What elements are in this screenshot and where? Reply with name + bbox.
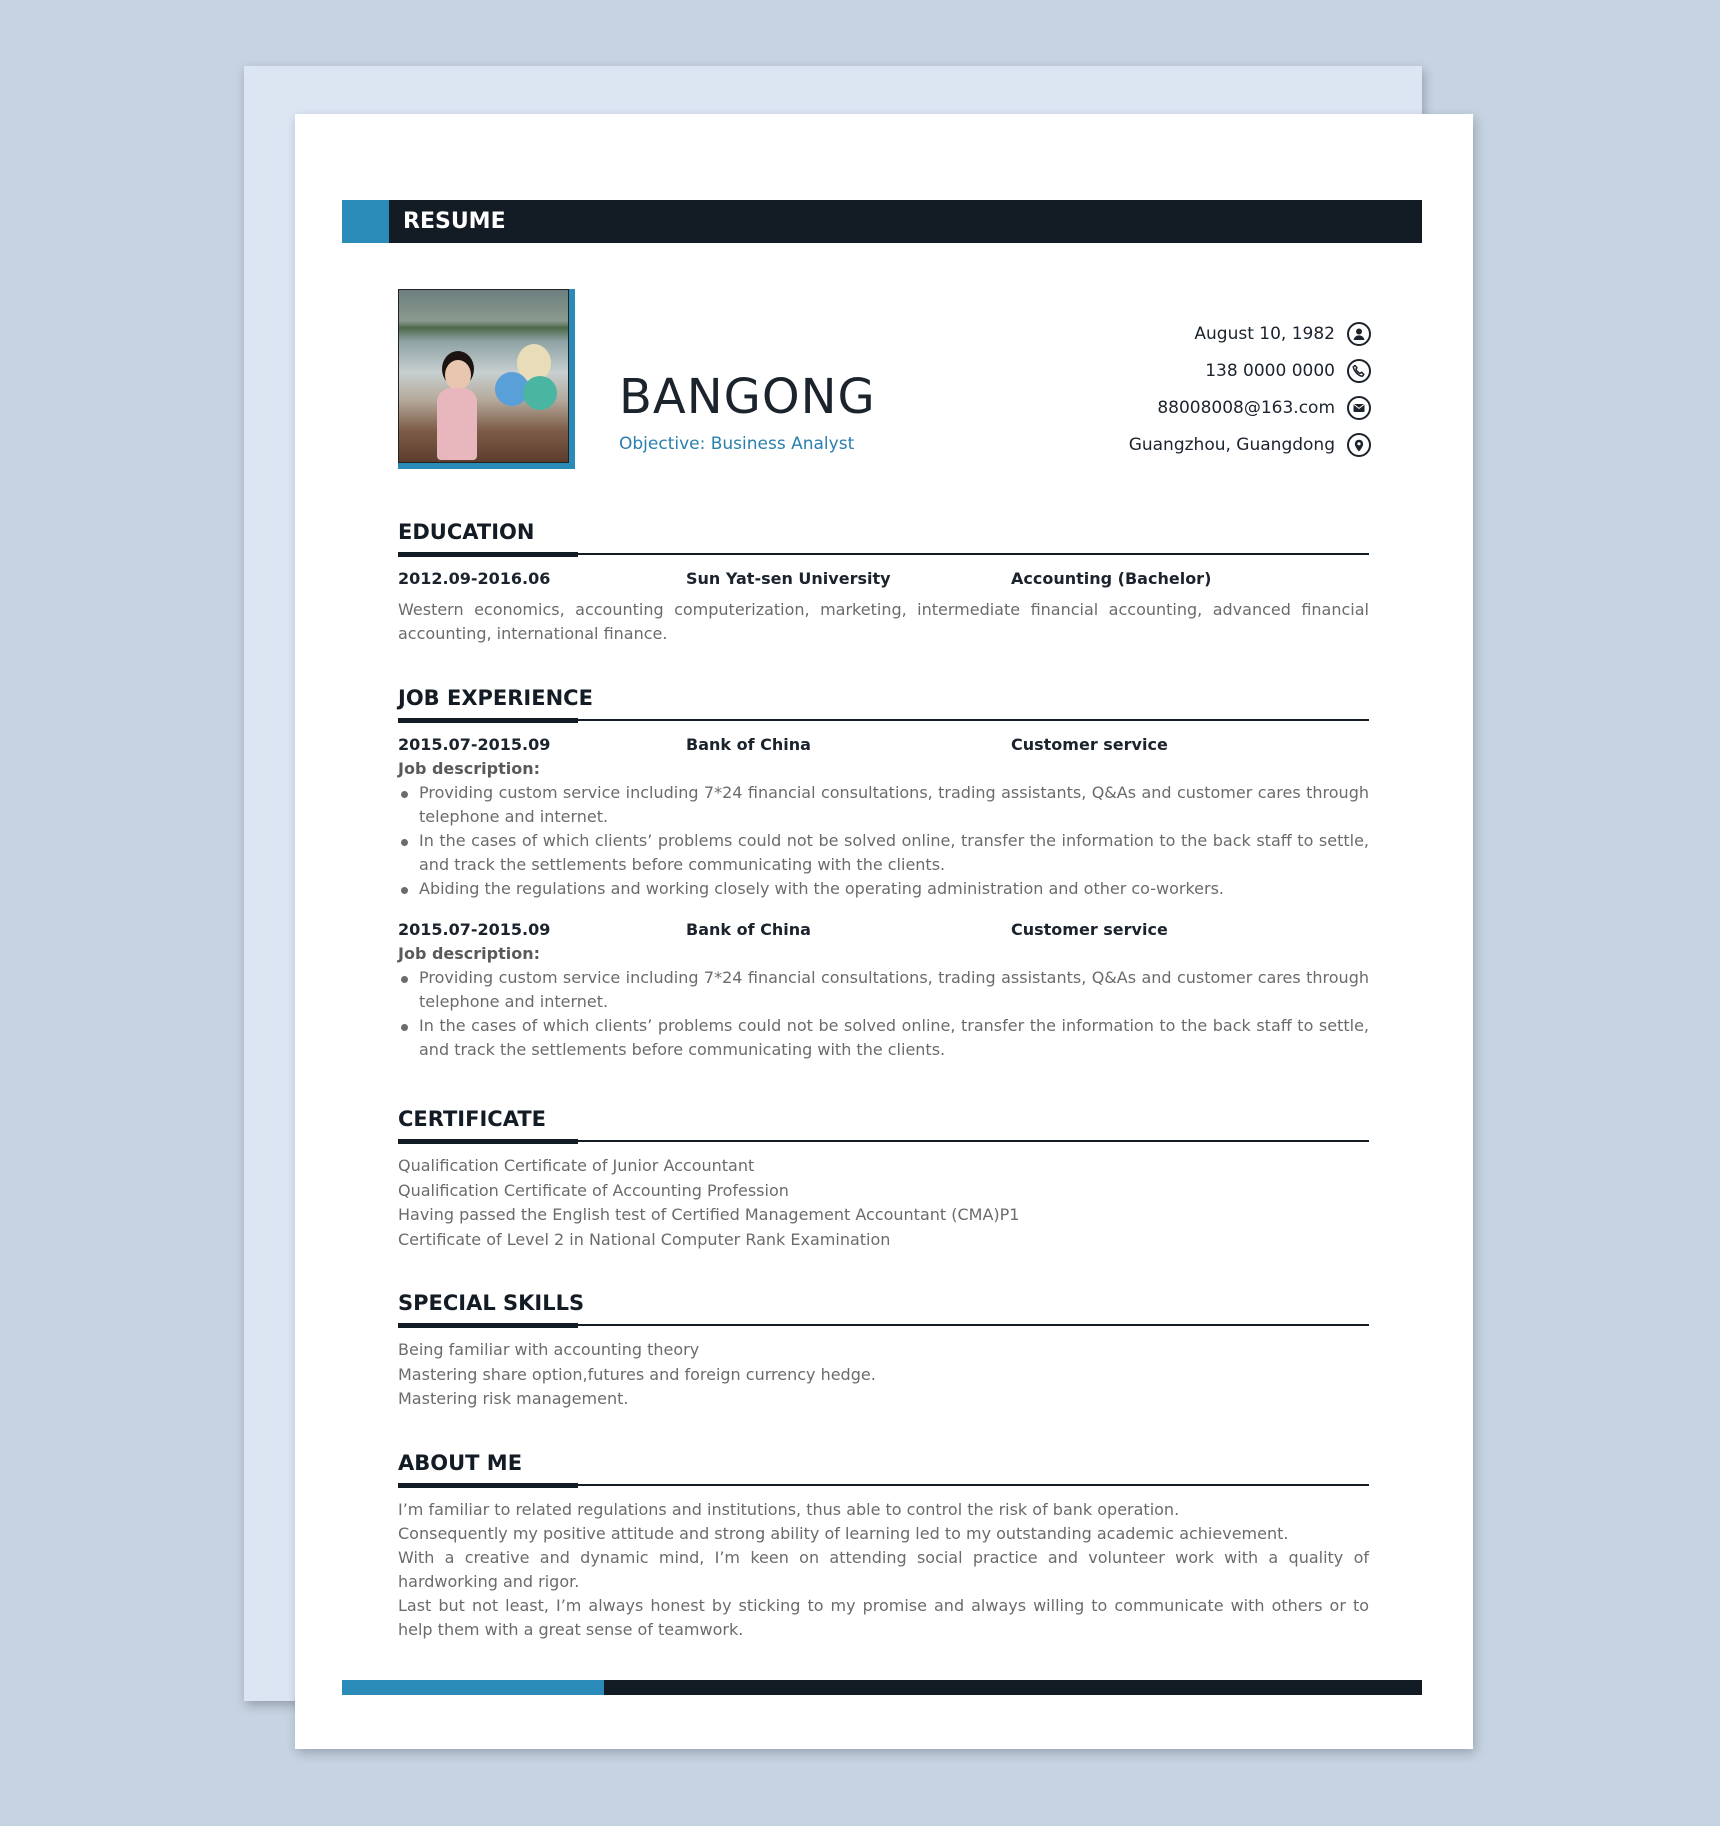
education-school: Sun Yat-sen University [686,569,891,588]
phone-text: 138 0000 0000 [1205,360,1335,381]
list-item: Providing custom service including 7*24 financial consultations, trading assistants, Q&As and customer cares through telephone and internet. [398,966,1369,1014]
section-divider [398,552,1369,556]
contact-email [951,389,1371,426]
about-section [398,1447,1369,1642]
balloon-green [523,376,557,410]
experience-section [398,682,1369,1062]
job-role: Customer service [1011,735,1168,754]
section-title-about: ABOUT ME [398,1451,523,1475]
section-title-education: EDUCATION [398,520,535,544]
about-paragraph: Consequently my positive attitude and strong ability of learning led to my outstanding academic achievement. [398,1524,1289,1543]
list-item: In the cases of which clients’ problems could not be solved online, transfer the information to the back staff to settle, and track the settlements before communicating with the clients. [398,1014,1369,1062]
resume-page [295,114,1473,1749]
header-bar [342,200,1422,243]
section-divider [398,718,1369,722]
phone-icon [1347,359,1371,383]
profile-photo-frame [398,289,575,469]
job-company: Bank of China [686,735,811,754]
footer-bar [342,1680,1422,1695]
footer-accent-block [342,1680,604,1695]
header-accent-block [342,200,389,243]
contact-birthdate [951,315,1371,352]
list-item: Abiding the regulations and working closely with the operating administration and other co-workers. [398,877,1369,901]
education-entry-header [398,567,1369,591]
birthdate-text: August 10, 1982 [1194,323,1335,344]
section-divider [398,1139,1369,1143]
job-date: 2015.07-2015.09 [398,920,551,939]
about-paragraph: I’m familiar to related regulations and institutions, thus able to control the risk of bank operation. [398,1500,1180,1519]
section-divider [398,1323,1369,1327]
job-entry-header [398,733,1369,757]
education-section [398,516,1369,646]
photo-person [437,360,477,460]
email-text: 88008008@163.com [1157,397,1335,418]
list-item: In the cases of which clients’ problems could not be solved online, transfer the information to the back staff to settle, and track the settlements before communicating with the clients. [398,829,1369,877]
resume-title: RESUME [403,209,506,234]
objective-text: Objective: Business Analyst [619,434,855,454]
profile-photo [398,289,569,463]
certificate-item: Certificate of Level 2 in National Computer Rank Examination [398,1229,891,1249]
job-description-label: Job description: [398,759,541,778]
certificate-section [398,1103,1369,1252]
section-title-experience: JOB EXPERIENCE [398,686,593,710]
mail-icon [1347,396,1371,420]
job-bullet-list [398,966,1369,1062]
candidate-name: BANGONG [619,369,876,425]
contact-location [951,426,1371,463]
section-title-skills: SPECIAL SKILLS [398,1291,585,1315]
job-entry-header [398,918,1369,942]
person-icon [1347,322,1371,346]
skill-item: Mastering share option,futures and foreign currency hedge. [398,1364,876,1384]
about-paragraph: With a creative and dynamic mind, I’m keen on attending social practice and volunteer work with a quality of hardworking and rigor. [398,1548,1369,1591]
education-description: Western economics, accounting computerization, marketing, intermediate financial accounting, advanced financial accounting, international finance. [398,600,1369,643]
section-divider [398,1483,1369,1487]
job-role: Customer service [1011,920,1168,939]
job-bullet-list [398,781,1369,901]
job-date: 2015.07-2015.09 [398,735,551,754]
contact-phone [951,352,1371,389]
skills-section [398,1287,1369,1412]
location-pin-icon [1347,433,1371,457]
location-text: Guangzhou, Guangdong [1128,434,1335,455]
certificate-item: Qualification Certificate of Junior Accountant [398,1156,755,1175]
section-title-certificate: CERTIFICATE [398,1107,546,1131]
job-description-label: Job description: [398,944,541,963]
skill-item: Being familiar with accounting theory [398,1340,700,1359]
certificate-item: Having passed the English test of Certified Management Accountant (CMA)P1 [398,1205,1020,1224]
list-item: Providing custom service including 7*24 financial consultations, trading assistants, Q&As and customer cares through telephone and internet. [398,781,1369,829]
skill-item: Mastering risk management. [398,1389,629,1408]
education-date: 2012.09-2016.06 [398,569,551,588]
about-paragraph: Last but not least, I’m always honest by sticking to my promise and always willing to communicate with others or to help them with a great sense of teamwork. [398,1596,1369,1639]
job-company: Bank of China [686,920,811,939]
education-major: Accounting (Bachelor) [1011,569,1212,588]
certificate-item: Qualification Certificate of Accounting Profession [398,1180,789,1200]
contact-list [951,315,1371,463]
